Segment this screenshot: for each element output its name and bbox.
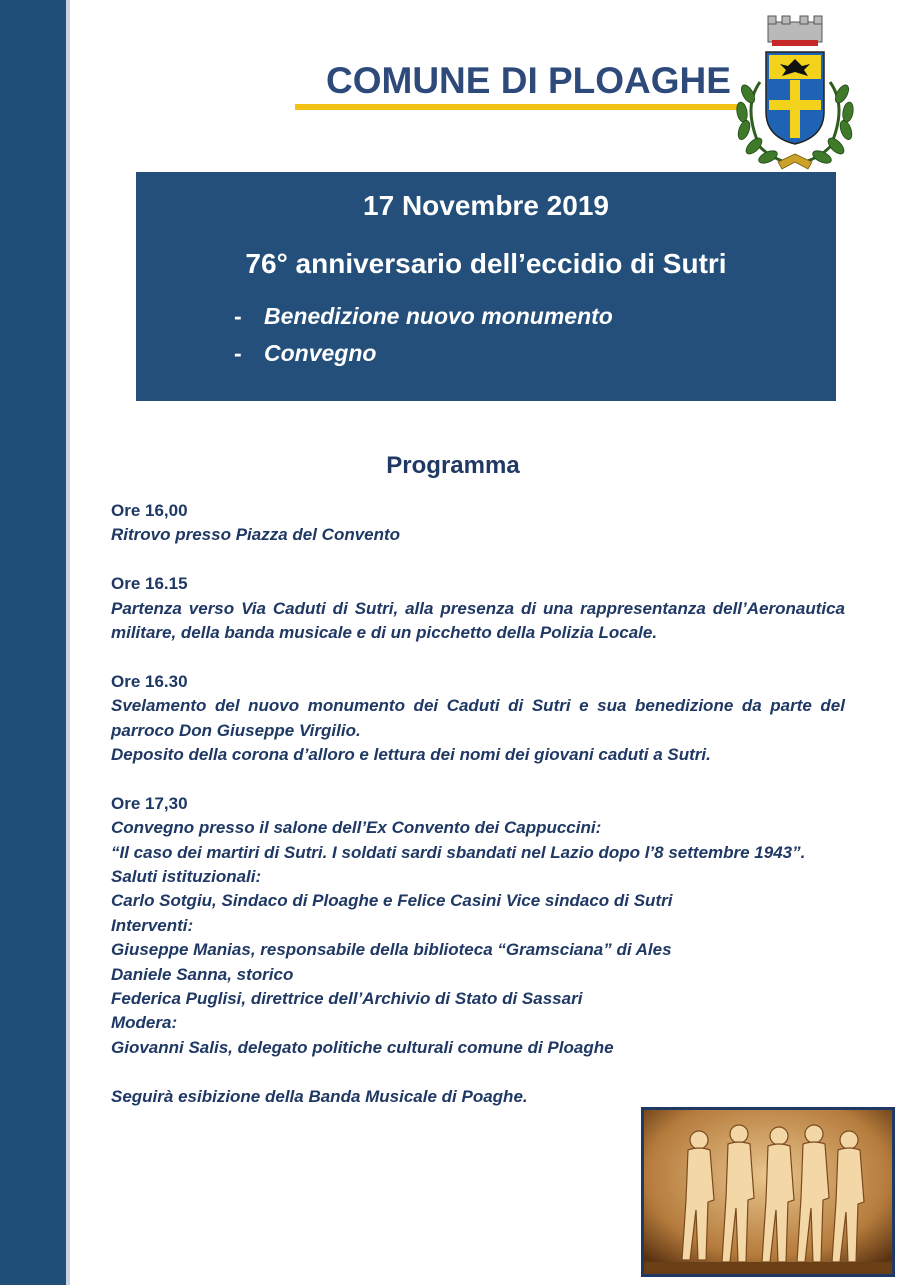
program-line: Convegno presso il salone dell’Ex Convento dei Cappuccini: <box>111 818 602 838</box>
program-heading <box>0 452 912 480</box>
event-date: 17 Novembre 2019 <box>363 190 609 221</box>
program-line: Daniele Sanna, storico <box>111 964 294 984</box>
event-item <box>234 340 613 377</box>
program-line: Saluti istituzionali: <box>111 867 262 887</box>
program-line: Partenza verso Via Caduti di Sutri, alla presenza di una rappresentanza dell’Aeronautica militare, della banda musicale e di un picchetto della Polizia Locale. <box>111 598 845 643</box>
program-time: Ore 16.30 <box>111 671 188 691</box>
program-block <box>111 572 845 645</box>
program-line: Federica Puglisi, direttrice dell’Archivio di Stato di Sassari <box>111 989 583 1009</box>
program-time: Ore 16.15 <box>111 574 188 594</box>
event-item <box>234 303 613 340</box>
program-line: Ritrovo presso Piazza del Convento <box>111 525 401 545</box>
program-heading-text: Programma <box>386 452 520 479</box>
left-band-edge <box>66 0 70 1285</box>
event-title: 76° anniversario dell’eccidio di Sutri <box>245 248 727 279</box>
program-line: Modera: <box>111 1013 178 1033</box>
event-items-list <box>234 303 613 377</box>
left-decorative-band <box>0 0 66 1285</box>
program-line: Interventi: <box>111 915 194 935</box>
program-block <box>111 670 845 768</box>
program-line: Svelamento del nuovo monumento dei Caduti di Sutri e sua benedizione da parte del parroco Don Giuseppe Virgilio. <box>111 696 845 740</box>
monument-relief-image <box>641 1107 895 1277</box>
program-line: “Il caso dei martiri di Sutri. I soldati sardi sbandati nel Lazio dopo l’8 settembre 1943”. <box>111 842 806 862</box>
program-line: Deposito della corona d’alloro e lettura dei nomi dei giovani caduti a Sutri. <box>111 745 711 765</box>
title-underline <box>295 104 745 110</box>
program-line: Giuseppe Manias, responsabile della biblioteca “Gramsciana” di Ales <box>111 940 672 960</box>
program-line: Carlo Sotgiu, Sindaco di Ploaghe e Felice Casini Vice sindaco di Sutri <box>111 891 673 911</box>
program-content <box>111 499 845 1109</box>
list-dash: - <box>234 303 242 329</box>
program-time: Ore 17,30 <box>111 793 188 813</box>
list-dash: - <box>234 340 242 366</box>
program-time: Ore 16,00 <box>111 501 188 520</box>
page-title: COMUNE DI PLOAGHE <box>326 60 731 101</box>
program-closing: Seguirà esibizione della Banda Musicale di Poaghe. <box>111 1086 528 1106</box>
event-banner <box>136 172 836 401</box>
program-block <box>111 792 845 1060</box>
event-item-label: Benedizione nuovo monumento <box>264 303 613 329</box>
event-item-label: Convegno <box>264 340 377 366</box>
municipal-coat-of-arms-icon <box>730 12 860 172</box>
program-line: Giovanni Salis, delegato politiche culturali comune di Ploaghe <box>111 1037 614 1057</box>
program-block <box>111 499 845 548</box>
